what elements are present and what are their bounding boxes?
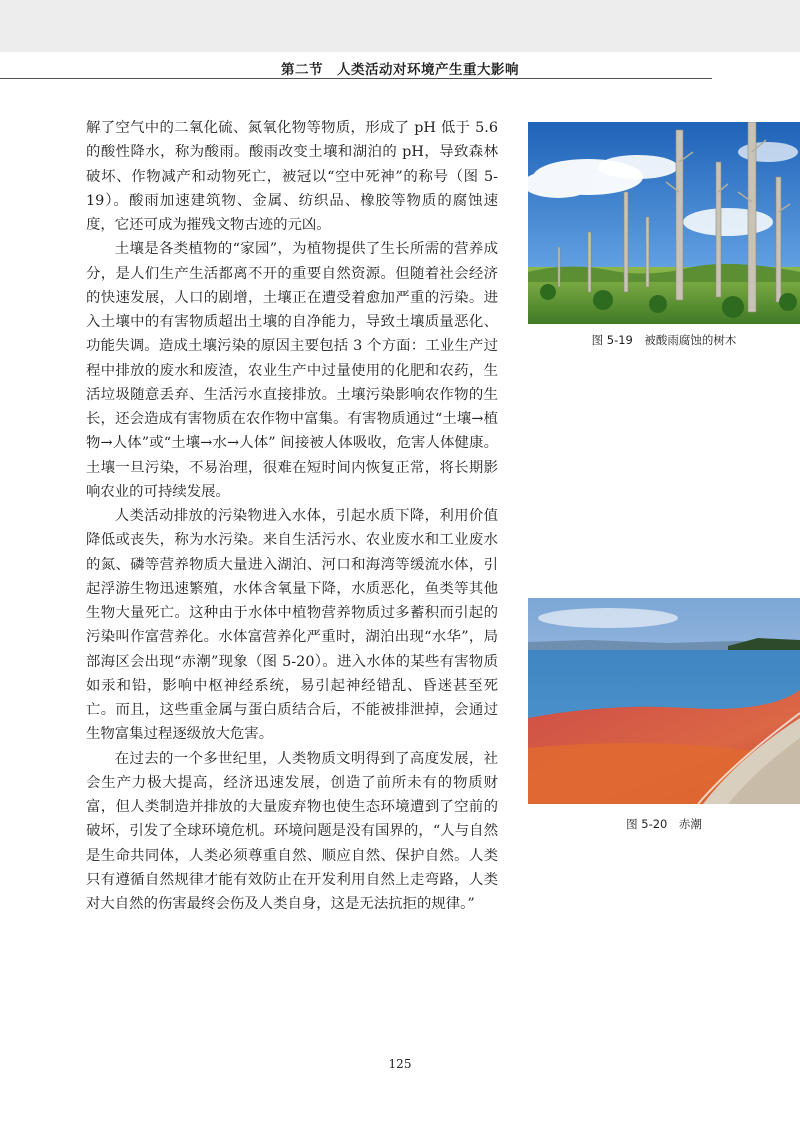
header-band (0, 0, 800, 52)
paragraph: 在过去的一个多世纪里，人类物质文明得到了高度发展，社会生产力极大提高，经济迅速发展，创造了前所未有的物质财富，但人类制造并排放的大量废弃物也使生态环境遭到了空前的破坏，引发了全球环境危机。环境问题是没有国界的，“人与自然是生命共同体，人类必须尊重自然、顺应自然、保护自然。人类只有遵循自然规律才能有效防止在开发利用自然上走弯路，人类对大自然的伤害最终会伤及人类自身，这是无法抗拒的规律。” (86, 750, 498, 912)
acid-rain-forest-image (528, 122, 800, 324)
page-number: 125 (388, 1057, 412, 1071)
header-divider (0, 78, 712, 79)
section-title: 第二节 人类活动对环境产生重大影响 (281, 62, 519, 78)
figure-caption: 图 5-20 赤潮 (626, 817, 702, 831)
paragraph: 土壤是各类植物的“家园”，为植物提供了生长所需的营养成分，是人们生产生活都离不开的重要自然资源。但随着社会经济的快速发展，人口的剧增，土壤正在遭受着愈加严重的污染。进入土壤中的有害物质超出土壤的自净能力，导致土壤质量恶化、功能失调。造成土壤污染的原因主要包括 3 个方面：工业生产过程中排放的废水和废渣，农业生产中过量使用的化肥和农药，生活垃圾随意丢弃、生活污水直接排放。土壤污染影响农作物的生长，还会造成有害物质在农作物中富集。有害物质通过“土壤→植物→人体”或“土壤→水→人体” 间接被人体吸收，危害人体健康。土壤一旦污染，不易治理，很难在短时间内恢复正常，将长期影响农业的可持续发展。 (86, 241, 498, 500)
paragraph: 人类活动排放的污染物进入水体，引起水质下降，利用价值降低或丧失，称为水污染。来自生活污水、农业废水和工业废水的氮、磷等营养物质大量进入湖泊、河口和海湾等缓流水体，引起浮游生物迅速繁殖，水体含氧量下降，水质恶化，鱼类等其他生物大量死亡。这种由于水体中植物营养物质过多蓄积而引起的污染叫作富营养化。水体富营养化严重时，湖泊出现“水华”，局部海区会出现“赤潮”现象（图 5-20）。进入水体的某些有害物质如汞和铅，影响中枢神经系统，易引起神经错乱、昏迷甚至死亡。而且，这些重金属与蛋白质结合后，不能被排泄掉，会通过生物富集过程逐级放大危害。 (86, 508, 498, 743)
figure-red-tide (528, 598, 800, 804)
body-text (86, 116, 498, 916)
figure-acid-rain-trees (528, 122, 800, 324)
figure-caption: 图 5-19 被酸雨腐蚀的树木 (591, 333, 737, 347)
red-tide-image (528, 598, 800, 804)
paragraph: 解了空气中的二氧化硫、氮氧化物等物质，形成了 pH 低于 5.6 的酸性降水，称为酸雨。酸雨改变土壤和湖泊的 pH，导致森林破坏、作物减产和动物死亡，被冠以“空中死神”的称号（图 5-19）。酸雨加速建筑物、金属、纺织品、橡胶等物质的腐蚀速度，它还可成为摧残文物古迹的元凶。 (86, 120, 498, 233)
